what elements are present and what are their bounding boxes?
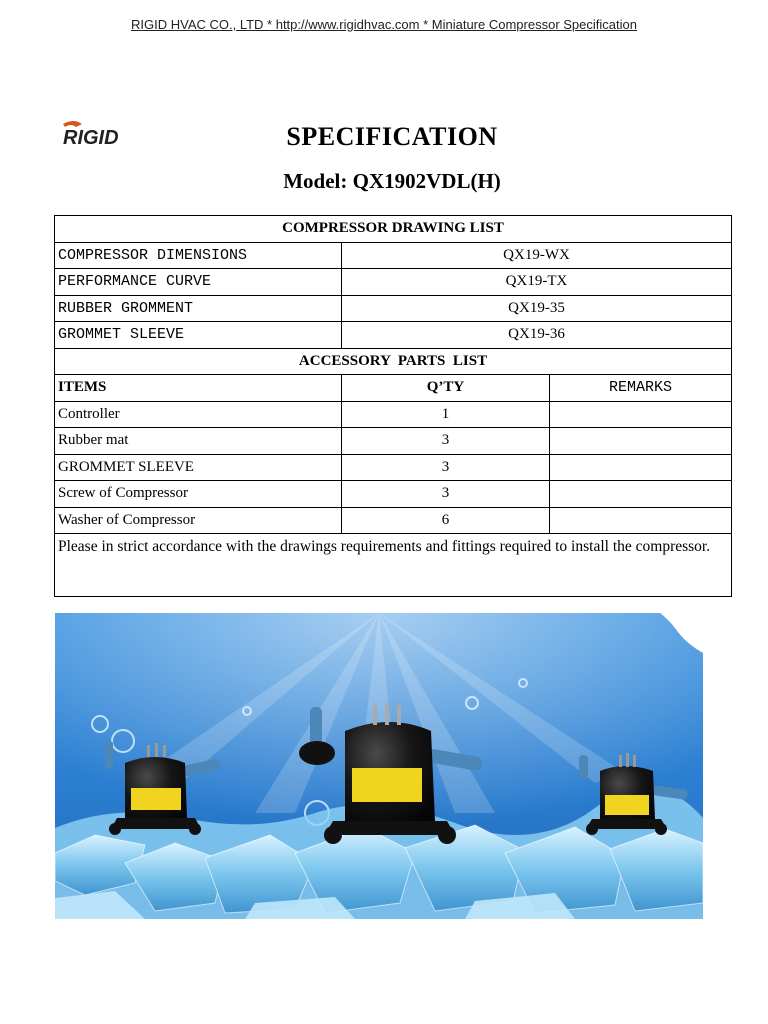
table-row <box>55 454 732 481</box>
table-row <box>55 269 732 296</box>
drawing-code: QX19-36 <box>342 322 732 349</box>
table-row <box>55 428 732 455</box>
item-name: GROMMET SLEEVE <box>55 454 342 481</box>
specification-table <box>54 215 732 597</box>
table-row <box>55 322 732 349</box>
model-number: Model: QX1902VDL(H) <box>283 169 501 193</box>
accessory-list-heading: ACCESSORY PARTS LIST <box>55 348 732 375</box>
product-image <box>55 613 703 919</box>
item-qty: 3 <box>342 428 550 455</box>
drawing-name: GROMMET SLEEVE <box>55 322 342 349</box>
accessory-header-row <box>55 375 732 402</box>
compressor-illustration <box>55 613 703 919</box>
table-row <box>55 242 732 269</box>
drawing-name: RUBBER GROMMENT <box>55 295 342 322</box>
installation-note: Please in strict accordance with the drawings requirements and fittings required to install the compressor. <box>55 534 732 597</box>
item-remarks <box>550 481 732 508</box>
item-name: Washer of Compressor <box>55 507 342 534</box>
page-title: SPECIFICATION <box>286 122 498 151</box>
drawing-name: PERFORMANCE CURVE <box>55 269 342 296</box>
item-remarks <box>550 454 732 481</box>
table-row <box>55 401 732 428</box>
item-name: Screw of Compressor <box>55 481 342 508</box>
item-name: Rubber mat <box>55 428 342 455</box>
drawing-code: QX19-TX <box>342 269 732 296</box>
item-qty: 3 <box>342 454 550 481</box>
drawing-list-heading: COMPRESSOR DRAWING LIST <box>55 216 732 243</box>
drawing-list-heading-row <box>55 216 732 243</box>
item-qty: 3 <box>342 481 550 508</box>
table-row <box>55 481 732 508</box>
drawing-code: QX19-35 <box>342 295 732 322</box>
item-remarks <box>550 507 732 534</box>
item-name: Controller <box>55 401 342 428</box>
column-header-remarks: REMARKS <box>550 375 732 402</box>
document-header: RIGID HVAC CO., LTD * http://www.rigidhvac.com * Miniature Compressor Specification <box>131 17 637 32</box>
item-qty: 1 <box>342 401 550 428</box>
drawing-name: COMPRESSOR DIMENSIONS <box>55 242 342 269</box>
accessory-list-heading-row <box>55 348 732 375</box>
item-remarks <box>550 401 732 428</box>
item-qty: 6 <box>342 507 550 534</box>
table-row <box>55 295 732 322</box>
drawing-code: QX19-WX <box>342 242 732 269</box>
table-row <box>55 507 732 534</box>
column-header-items: ITEMS <box>55 375 342 402</box>
svg-text:RIGID: RIGID <box>63 127 119 148</box>
item-remarks <box>550 428 732 455</box>
note-row <box>55 534 732 597</box>
column-header-qty: Q’TY <box>342 375 550 402</box>
